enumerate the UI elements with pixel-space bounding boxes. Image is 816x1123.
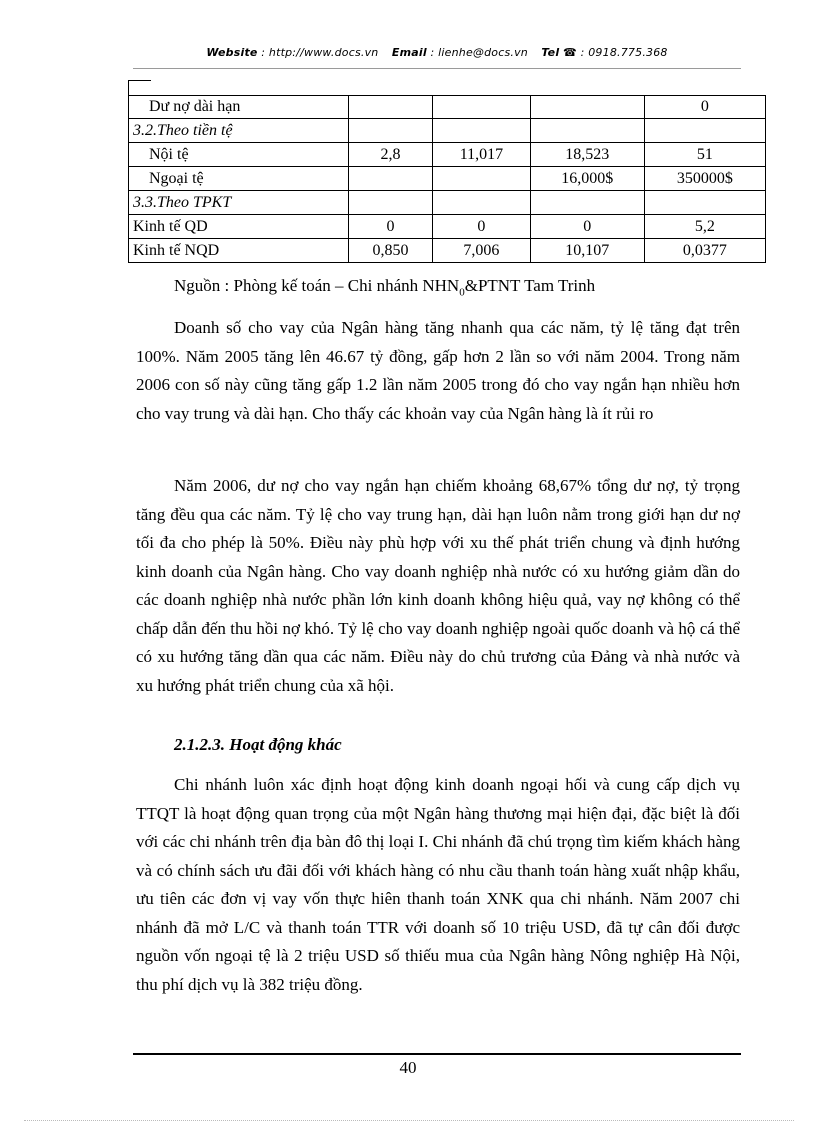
cell — [530, 119, 644, 143]
cell: 7,006 — [432, 239, 530, 263]
source-subscript: 0 — [459, 286, 465, 299]
cell: 350000$ — [644, 167, 765, 191]
cell: 2,8 — [349, 143, 433, 167]
cell — [432, 167, 530, 191]
cell: 0,850 — [349, 239, 433, 263]
loan-table — [128, 95, 766, 263]
paragraph-loan-growth: Doanh số cho vay của Ngân hàng tăng nhanh qua các năm, tỷ lệ tăng đạt trên 100%. Năm 2005 tăng lên 46.67 tỷ đồng, gấp hơn 2 lần so với năm 2004. Trong năm 2006 con số này cũng tăng gấp 1.2 lần năm 2005 trong đó cho vay ngắn hạn nhiều hơn cho vay trung và dài hạn. Cho thấy các khoản vay của Ngân hàng là ít rủi ro — [136, 318, 740, 423]
cell: 0 — [644, 96, 765, 119]
cell — [349, 119, 433, 143]
cell — [349, 191, 433, 215]
row-label: Nội tệ — [129, 143, 349, 167]
row-label: Kinh tế NQD — [129, 239, 349, 263]
cell: 51 — [644, 143, 765, 167]
section-heading: 2.1.2.3. Hoạt động khác — [174, 735, 342, 754]
cell: 18,523 — [530, 143, 644, 167]
paragraph-other-activities: Chi nhánh luôn xác định hoạt động kinh doanh ngoại hối và cung cấp dịch vụ TTQT là hoạt động quan trọng của một Ngân hàng thương mại hiện đại, đặc biệt là đối với các chi nhánh trên địa bàn đô thị loại I. Chi nhánh đã chú trọng tìm kiếm khách hàng và có chính sách ưu đãi đối với khách hàng có nhu cầu thanh toán hàng xuất nhập khẩu, ưu tiên các đơn vị vay vốn thực hiên thanh toán XNK qua chi nhánh. Năm 2007 chi nhánh đã mở L/C và thanh toán TTR với doanh số 10 triệu USD, đã tự cân đối được nguồn vốn ngoại tệ là 2 triệu USD số thiếu mua của Ngân hàng Nông nghiệp Hà Nội, thu phí dịch vụ là 382 triệu đồng. — [136, 775, 740, 994]
table-source — [174, 276, 595, 298]
cell: 0 — [432, 215, 530, 239]
cell: 16,000$ — [530, 167, 644, 191]
cell — [530, 96, 644, 119]
cell: 0 — [349, 215, 433, 239]
cell: 0 — [530, 215, 644, 239]
cell: 0,0377 — [644, 239, 765, 263]
source-prefix: Nguồn : Phòng kế toán – Chi nhánh NHN — [174, 276, 460, 295]
table-row — [129, 191, 766, 215]
table-row — [129, 239, 766, 263]
table-row — [129, 96, 766, 119]
page-number: 40 — [399, 1058, 417, 1077]
footer-divider — [133, 1053, 741, 1055]
cell — [349, 167, 433, 191]
cell — [432, 191, 530, 215]
email-label: Email — [391, 46, 427, 59]
row-label: Dư nợ dài hạn — [129, 96, 349, 119]
row-label: Ngoại tệ — [129, 167, 349, 191]
cell — [432, 96, 530, 119]
row-label: Kinh tế QD — [129, 215, 349, 239]
cell — [530, 191, 644, 215]
cell: 10,107 — [530, 239, 644, 263]
table-row — [129, 119, 766, 143]
tel-label: Tel — [541, 46, 560, 59]
page-edge-divider — [24, 1120, 794, 1121]
section-label: 3.2.Theo tiền tệ — [129, 119, 349, 143]
table-row — [129, 167, 766, 191]
cell — [644, 191, 765, 215]
paragraph-debt-structure: Năm 2006, dư nợ cho vay ngắn hạn chiếm khoảng 68,67% tổng dư nợ, tỷ trọng tăng đều qua các năm. Tỷ lệ cho vay trung hạn, dài hạn luôn nằm trong giới hạn dư nợ tối đa cho phép là 50%. Điều này phù hợp với xu thế phát triển chung và định hướng kinh doanh của Ngân hàng. Cho vay doanh nghiệp nhà nước có xu hướng giảm dần do các doanh nghiệp nhà nước phần lớn kinh doanh không hiệu quả, vay nợ không có thể chấp dẫn đến thu hồi nợ khó. Tỷ lệ cho vay doanh nghiệp ngoài quốc doanh và hộ cá thể có xu hướng tăng dần qua các năm. Điều này do chủ trương của Đảng và nhà nước và xu hướng phát triển chung của xã hội. — [136, 476, 740, 695]
table-continuation-mark — [128, 80, 151, 95]
cell: 5,2 — [644, 215, 765, 239]
cell — [644, 119, 765, 143]
phone-icon: ☎ — [563, 46, 577, 59]
section-label: 3.3.Theo TPKT — [129, 191, 349, 215]
table-row — [129, 143, 766, 167]
website-label: Website — [206, 46, 258, 59]
page-header — [133, 46, 741, 69]
website-url[interactable]: : http://www.docs.vn — [261, 46, 379, 59]
cell: 11,017 — [432, 143, 530, 167]
source-suffix: &PTNT Tam Trinh — [464, 276, 596, 295]
tel-value: : 0918.775.368 — [580, 46, 668, 59]
cell — [432, 119, 530, 143]
cell — [349, 96, 433, 119]
table-row — [129, 215, 766, 239]
email-value[interactable]: : lienhe@docs.vn — [430, 46, 528, 59]
